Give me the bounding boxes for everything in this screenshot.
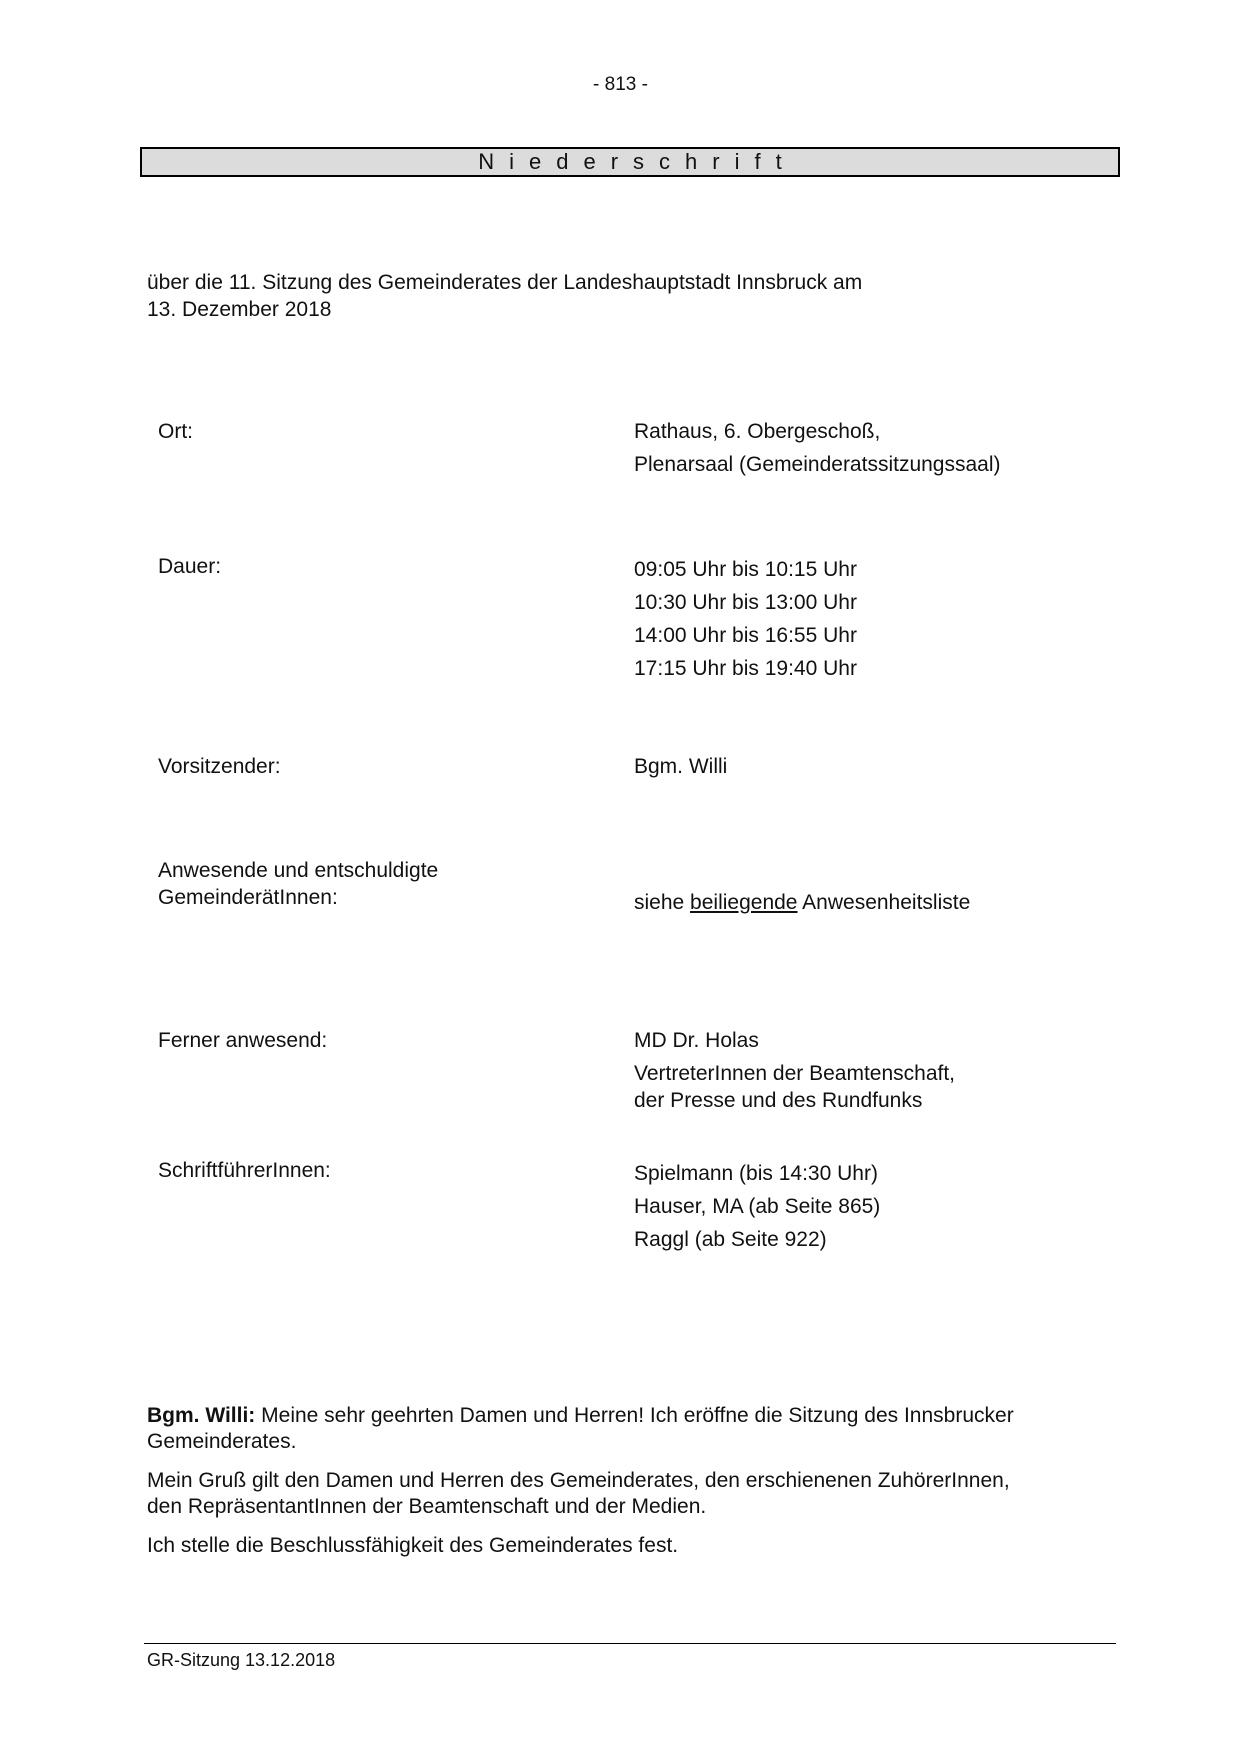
ort-line-2: Plenarsaal (Gemeinderatssitzungssaal)	[634, 453, 1001, 476]
anwesende-value	[634, 889, 1194, 916]
dauer-label: Dauer:	[158, 555, 222, 578]
footer-rule	[144, 1643, 1116, 1644]
ferner-label: Ferner anwesend:	[158, 1029, 328, 1052]
speech-p2-line-1: Mein Gruß gilt den Damen und Herren des Gemeinderates, den erschienenen ZuhörerInnen,	[147, 1469, 1010, 1492]
speaker-name: Bgm. Willi:	[147, 1404, 256, 1427]
dauer-value	[634, 553, 1194, 685]
ort-line-1: Rathaus, 6. Obergeschoß,	[634, 420, 881, 443]
ort-value	[634, 418, 1194, 484]
schrift-value	[634, 1157, 1194, 1256]
intro-line-1: über die 11. Sitzung des Gemeinderates der Landeshauptstadt Innsbruck am	[147, 271, 863, 294]
anwesende-label-line-2: GemeinderätInnen:	[158, 886, 338, 909]
schrift-line-3: Raggl (ab Seite 922)	[634, 1228, 827, 1251]
schrift-line-2: Hauser, MA (ab Seite 865)	[634, 1195, 881, 1218]
schrift-line-1: Spielmann (bis 14:30 Uhr)	[634, 1162, 878, 1185]
speech-p1-line-2: Gemeinderates.	[147, 1430, 297, 1453]
ferner-value	[634, 1027, 1194, 1114]
dauer-line-3: 14:00 Uhr bis 16:55 Uhr	[634, 624, 857, 647]
vorsitz-label: Vorsitzender:	[158, 755, 281, 778]
anwesende-label-line-1: Anwesende und entschuldigte	[158, 859, 439, 882]
page-number: - 813 -	[593, 74, 648, 95]
document-title: Niederschrift	[140, 147, 1120, 177]
speech-paragraph-1	[147, 1403, 1107, 1455]
ort-label: Ort:	[158, 420, 193, 443]
footer-text: GR-Sitzung 13.12.2018	[147, 1650, 336, 1670]
speech-p2-line-2: den RepräsentantInnen der Beamtenschaft und der Medien.	[147, 1495, 707, 1518]
intro-text	[147, 269, 1107, 323]
anwesende-value-underlined: beiliegende	[690, 891, 798, 914]
anwesende-value-pre: siehe	[634, 891, 691, 914]
speech-paragraph-3: Ich stelle die Beschlussfähigkeit des Gemeinderates fest.	[147, 1534, 679, 1557]
ferner-line-1: MD Dr. Holas	[634, 1029, 759, 1052]
anwesende-value-post: Anwesenheitsliste	[797, 891, 971, 914]
speech-paragraph-2	[147, 1468, 1107, 1520]
ferner-line-3: der Presse und des Rundfunks	[634, 1089, 923, 1112]
ferner-line-2: VertreterInnen der Beamtenschaft,	[634, 1062, 956, 1085]
dauer-line-4: 17:15 Uhr bis 19:40 Uhr	[634, 657, 857, 680]
vorsitz-value: Bgm. Willi	[634, 755, 728, 778]
schrift-label: SchriftführerInnen:	[158, 1159, 331, 1182]
speech-p1-line-1: Meine sehr geehrten Damen und Herren! Ich eröffne die Sitzung des Innsbrucker	[255, 1404, 1014, 1427]
intro-line-2: 13. Dezember 2018	[147, 298, 332, 321]
dauer-line-1: 09:05 Uhr bis 10:15 Uhr	[634, 558, 857, 581]
anwesende-label	[158, 857, 618, 911]
dauer-line-2: 10:30 Uhr bis 13:00 Uhr	[634, 591, 857, 614]
